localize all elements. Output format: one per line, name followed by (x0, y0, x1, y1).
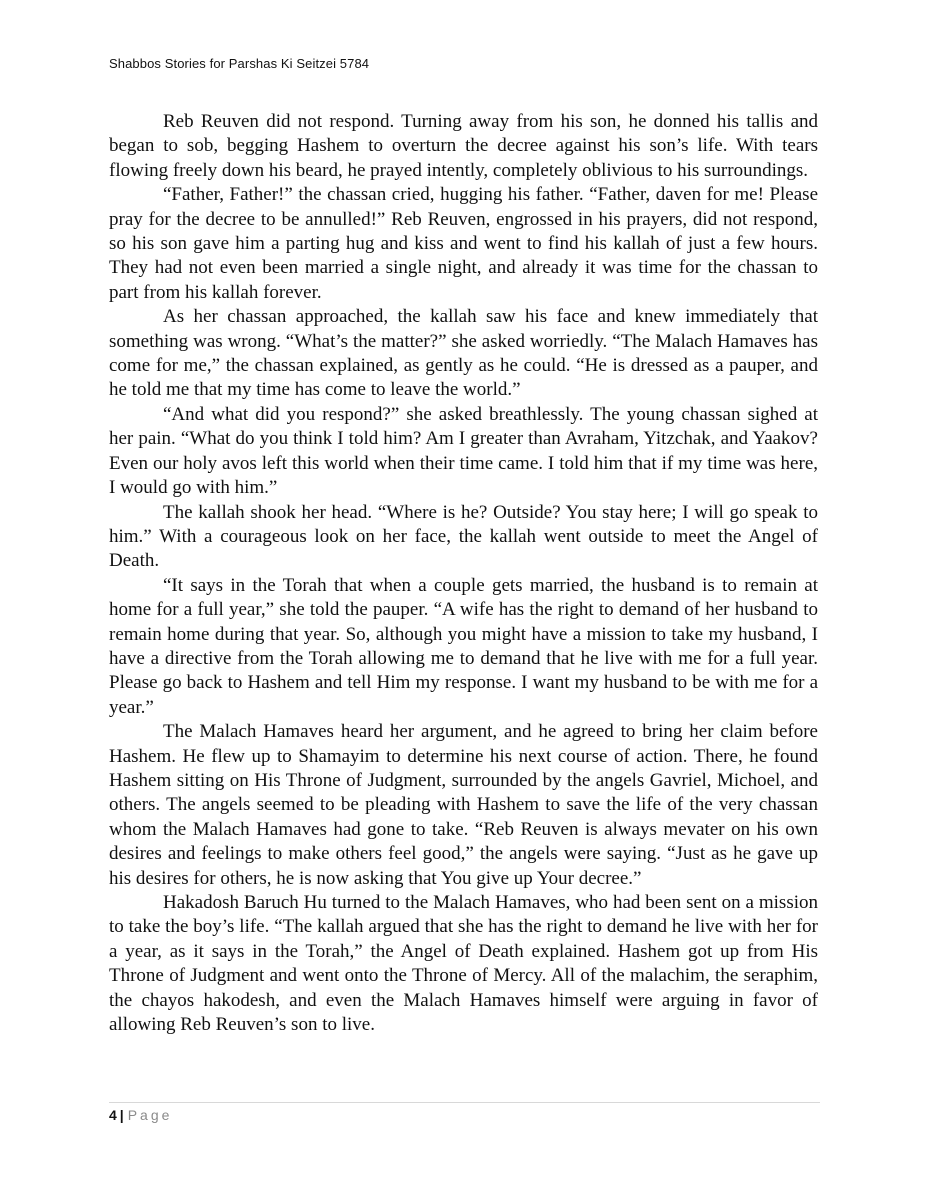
paragraph: “It says in the Torah that when a couple gets married, the husband is to remain at home for a full year,” she told the pauper. “A wife has the right to demand of her husband to remain home during that year. So, although you might have a mission to take my husband, I have a directive from the Torah allowing me to demand that he live with me for a full year. Please go back to Hashem and tell Him my response. I want my husband to be with me for a year.” (109, 574, 818, 718)
paragraph: As her chassan approached, the kallah saw his face and knew immediately that something was wrong. “What’s the matter?” she asked worriedly. “The Malach Hamaves has come for me,” the chassan explained, as gently as he could. “He is dressed as a pauper, and he told me that my time has come to leave the world.” (109, 306, 818, 401)
paragraph: Hakadosh Baruch Hu turned to the Malach Hamaves, who had been sent on a mission to take the boy’s life. “The kallah argued that she has the right to demand he live with her for a year, as it says in the Torah,” the Angel of Death explained. Hashem got up from His Throne of Judgment and went onto the Throne of Mercy. All of the malachim, the seraphim, the chayos hakodesh, and even the Malach Hamaves himself were arguing in favor of allowing Reb Reuven’s son to live. (109, 892, 818, 1036)
page-footer (109, 1107, 172, 1123)
paragraph: “And what did you respond?” she asked breathlessly. The young chassan sighed at her pain. “What do you think I told him? Am I greater than Avraham, Yitzchak, and Yaakov? Even our holy avos left this world when their time came. I told him that if my time was here, I would go with him.” (109, 403, 818, 499)
paragraph: “Father, Father!” the chassan cried, hugging his father. “Father, daven for me! Please pray for the decree to be annulled!” Reb Reuven, engrossed in his prayers, did not respond, so his son gave him a parting hug and kiss and went to find his kallah of just a few hours. They had not even been married a single night, and already it was time for the chassan to part from his kallah forever. (109, 184, 818, 303)
story-body (109, 110, 818, 1037)
paragraph: The Malach Hamaves heard her argument, and he agreed to bring her claim before Hashem. He flew up to Shamayim to determine his next course of action. There, he found Hashem sitting on His Throne of Judgment, surrounded by the angels Gavriel, Michoel, and others. The angels seemed to be pleading with Hashem to save the life of the very chassan whom the Malach Hamaves had gone to take. “Reb Reuven is always mevater on his own desires and feelings to make others feel good,” the angels were saying. “Just as he gave up his desires for others, he is now asking that You give up Your decree.” (109, 721, 818, 889)
paragraph: The kallah shook her head. “Where is he? Outside? You stay here; I will go speak to him.” With a courageous look on her face, the kallah went outside to meet the Angel of Death. (109, 501, 818, 572)
footer-separator: | (119, 1107, 124, 1123)
page-label: Page (127, 1107, 173, 1123)
paragraph: Reb Reuven did not respond. Turning away from his son, he donned his tallis and began to sob, begging Hashem to overturn the decree against his son’s life. With tears flowing freely down his beard, he prayed intently, completely oblivious to his surroundings. (109, 111, 818, 181)
page-number: 4 (109, 1107, 117, 1123)
footer-divider (109, 1102, 820, 1103)
page-header-title: Shabbos Stories for Parshas Ki Seitzei 5784 (109, 56, 370, 71)
